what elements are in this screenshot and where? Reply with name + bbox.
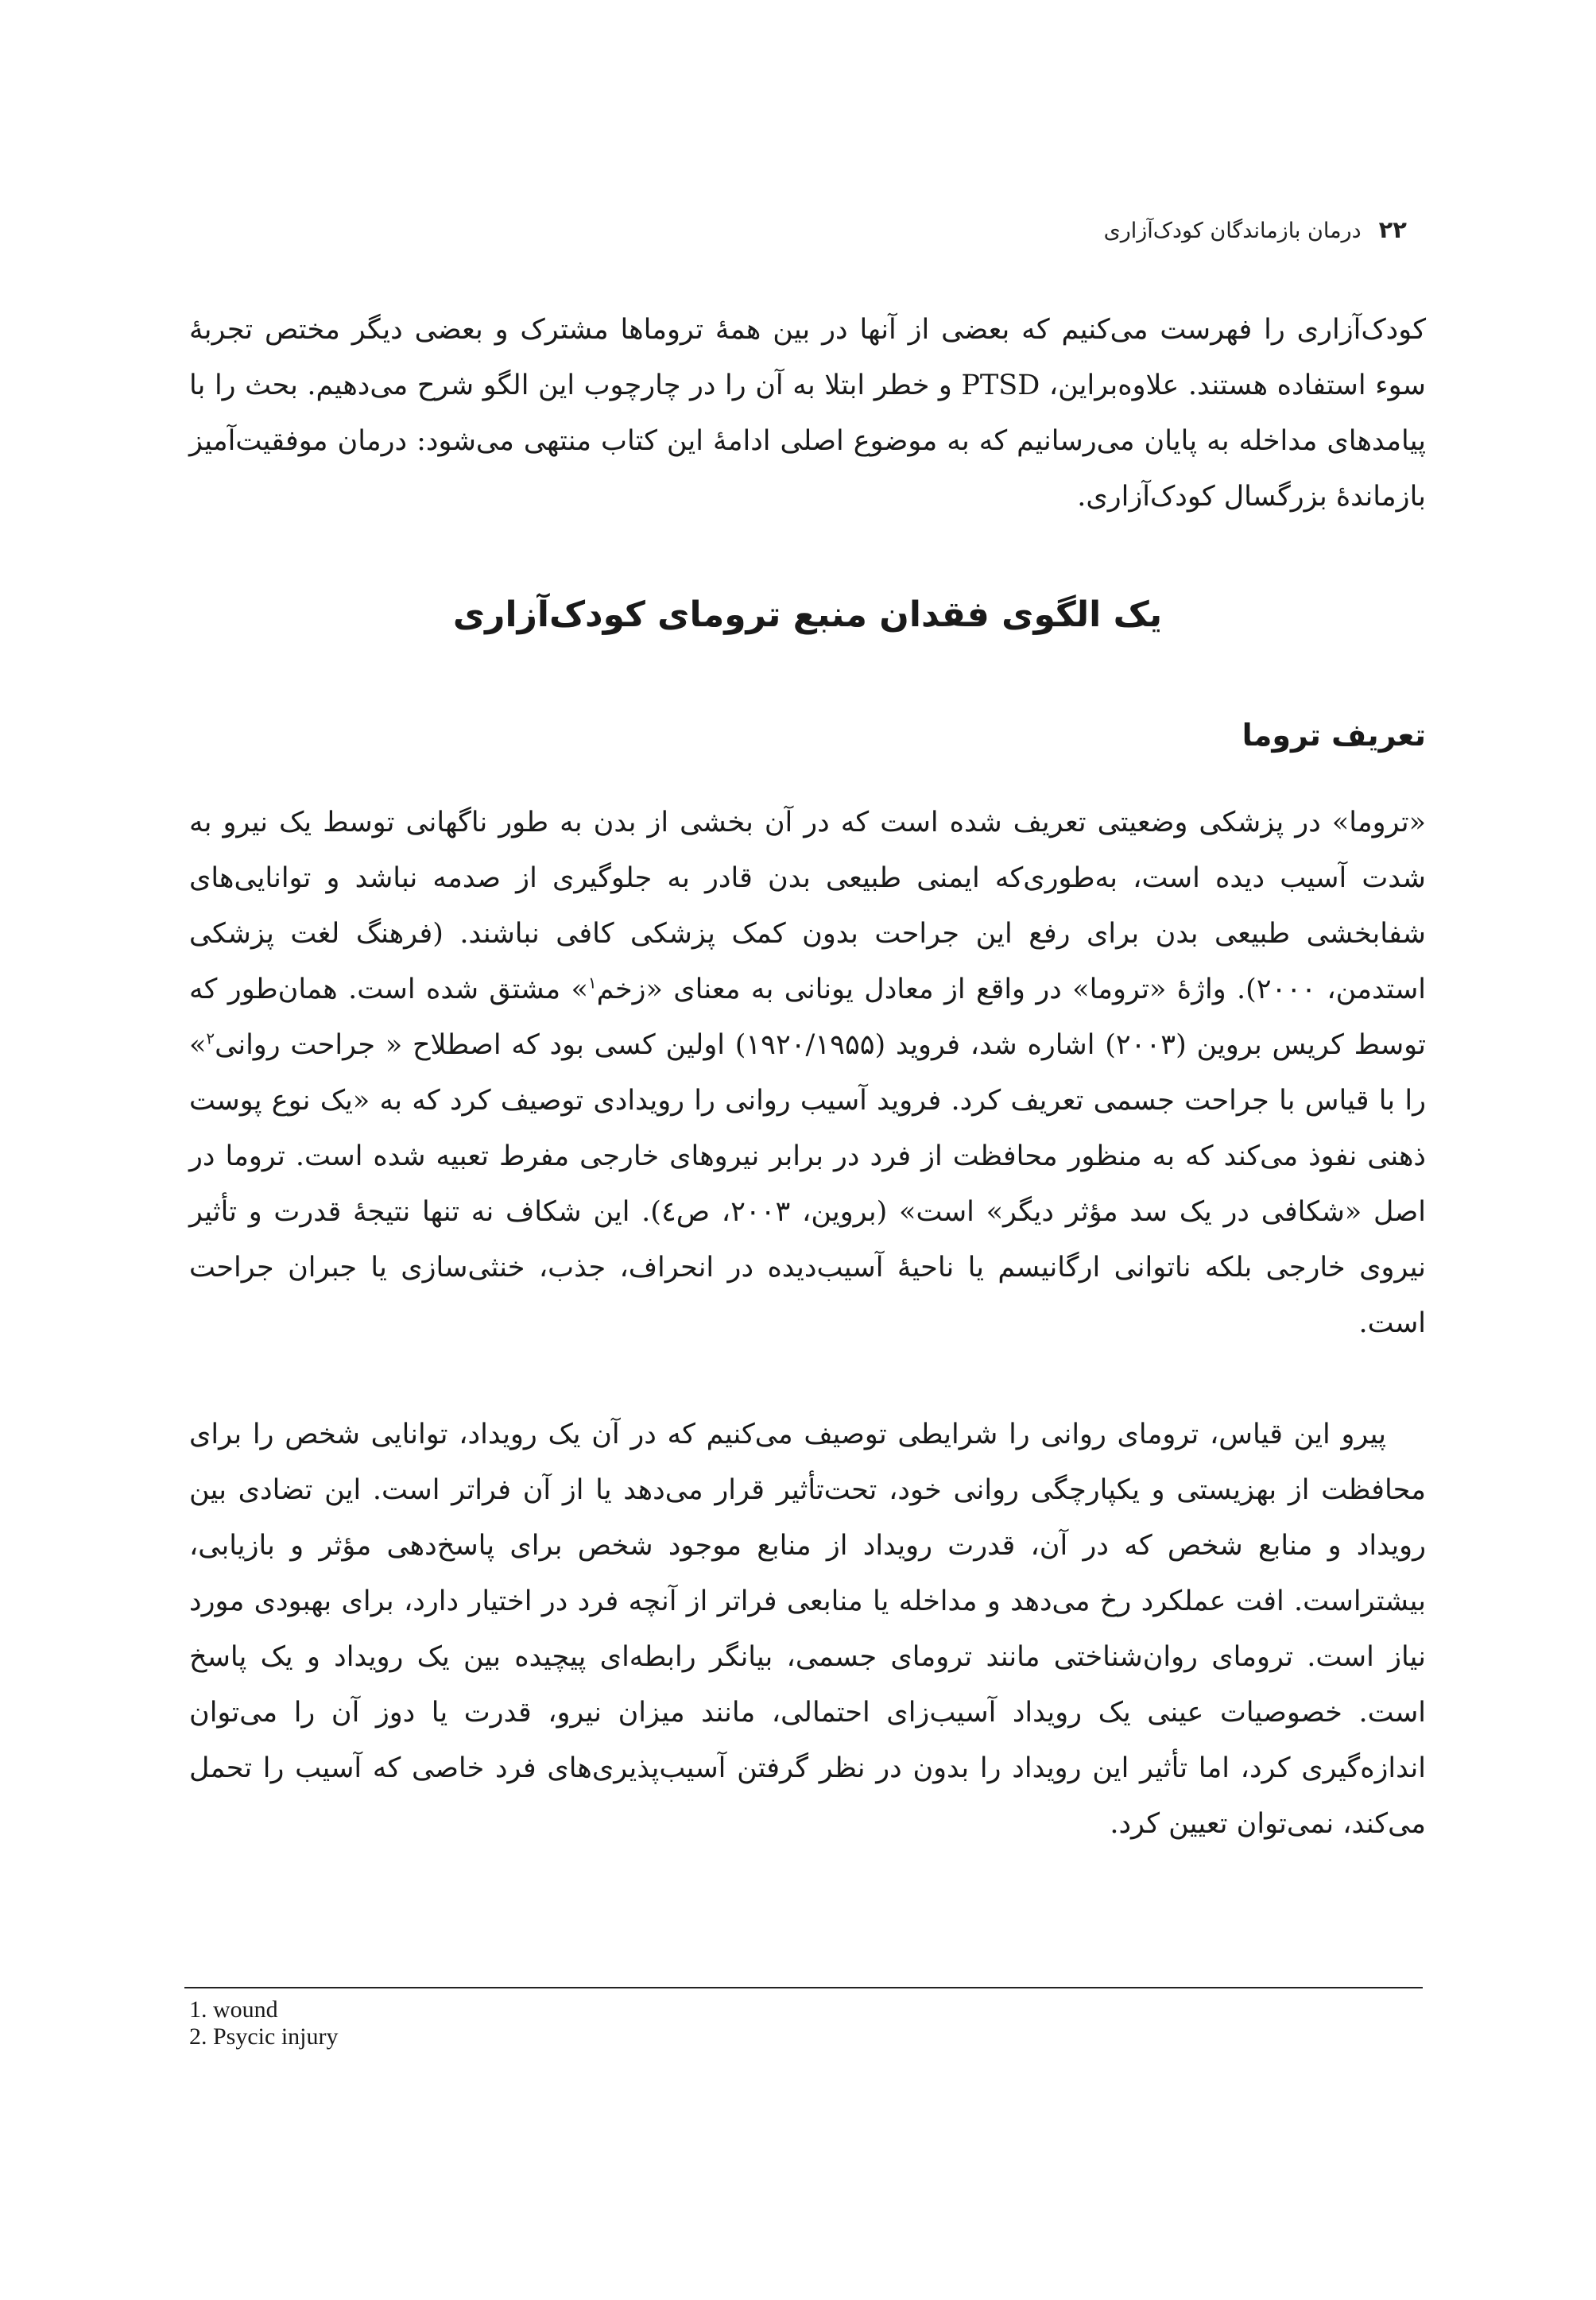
section-heading: یک الگوی فقدان منبع ترومای کودک‌آزاری [452,594,1163,635]
page-number: ۲۲ [1378,216,1407,243]
psychological-trauma-paragraph: پیرو این قیاس، ترومای روانی را شرایطی توصیف می‌کنیم که در آن یک رویداد، توانایی شخص را برای محافظت از بهزیستی و یکپارچگی روانی خود، تحت‌تأثیر قرار می‌دهد یا از آن فراتر است. این تضادی بین رویداد و منابع شخص که در آن، قدرت رویداد از منابع موجود شخص برای پاسخ‌دهی مؤثر و بازیابی، بیشتراست. افت عملکرد رخ می‌دهد و مداخله یا منابعی فراتر از آنچه فرد در اختیار دارد، برای بهبودی مورد نیاز است. ترومای روان‌شناختی مانند ترومای جسمی، بیانگر رابطه‌ای پیچیده بین یک رویداد و یک پاسخ است. خصوصیات عینی یک رویداد آسیب‌زای احتمالی، مانند میزان نیرو، قدرت یا دوز آن را می‌توان اندازه‌گیری کرد، اما تأثیر این رویداد را بدون در نظر گرفتن آسیب‌پذیری‌های فرد خاصی که آسیب را تحمل می‌کند، نمی‌توان تعیین کرد. [189,1419,1426,1840]
paragraph-part-1: «تروما» در پزشکی وضعیتی تعریف شده است که در آن بخشی از بدن به طور ناگهانی توسط یک نیرو به شدت آسیب دیده است، به‌طوری‌که ایمنی طبیعی بدن قادر به جلوگیری از صدمه نباشد و توانایی‌های شفابخشی طبیعی بدن برای رفع این جراحت بدون کمک پزشکی کافی نباشند. (فرهنگ لغت پزشکی استدمن، ۲۰۰۰). واژهٔ «تروما» در واقع از معادل یونانی به معنای «زخم [189,807,1427,1005]
sub-heading: تعریف تروما [1242,718,1426,753]
intro-paragraph: کودک‌آزاری را فهرست می‌کنیم که بعضی از آنها در بین همهٔ تروماها مشترک و بعضی دیگر مختص تجربهٔ سوء استفاده هستند. علاوه‌براین، PTSD و خطر ابتلا به آن را در چارچوب این الگو شرح می‌دهیم. بحث را با پیامدهای مداخله به پایان می‌رسانیم که به موضوع اصلی ادامهٔ این کتاب منتهی می‌شود: درمان موفقیت‌آمیز بازماندهٔ بزرگسال کودک‌آزاری. [189,314,1426,513]
footnote-divider [184,1987,1423,1988]
trauma-definition-paragraph [189,795,1426,1351]
footnotes [189,1996,339,2050]
footnote-ref-2: ۲ [206,1028,215,1048]
footnote-1: 1. wound [189,1996,278,2023]
running-title: درمان بازماندگان کودک‌آزاری [1103,219,1362,243]
footnote-ref-1: ۱ [587,973,597,993]
paragraph-text [189,795,1426,1351]
intro-paragraph-block [189,302,1426,525]
footnote-2: 2. Psycic injury [189,2023,339,2050]
paragraph-part-2: » مشتق شده است. همان‌طور که توسط کریس بروین (۲۰۰۳) اشاره شد، فروید (۱۹۲۰/۱۹۵۵) اولین کسی بود که اصطلاح « جراحت روانی [189,974,1427,1061]
psychological-trauma-paragraph-block [189,1407,1426,1852]
running-header [1104,216,1407,243]
paragraph-part-3: » را با قیاس با جراحت جسمی تعریف کرد. فروید آسیب روانی را رویدادی توصیف کرد که به «یک نوع پوست ذهنی نفوذ می‌کند که به منظور محافظت از فرد در برابر نیروهای خارجی مفرط تعبیه شده است. تروما در اصل «شکافی در یک سد مؤثر دیگر» است» (بروین، ۲۰۰۳، ص٤). این شکاف نه تنها نتیجهٔ قدرت و تأثیر نیروی خارجی بلکه ناتوانی ارگانیسم یا ناحیهٔ آسیب‌دیده در انحراف، جذب، خنثی‌سازی یا جبران جراحت است. [189,1029,1426,1339]
